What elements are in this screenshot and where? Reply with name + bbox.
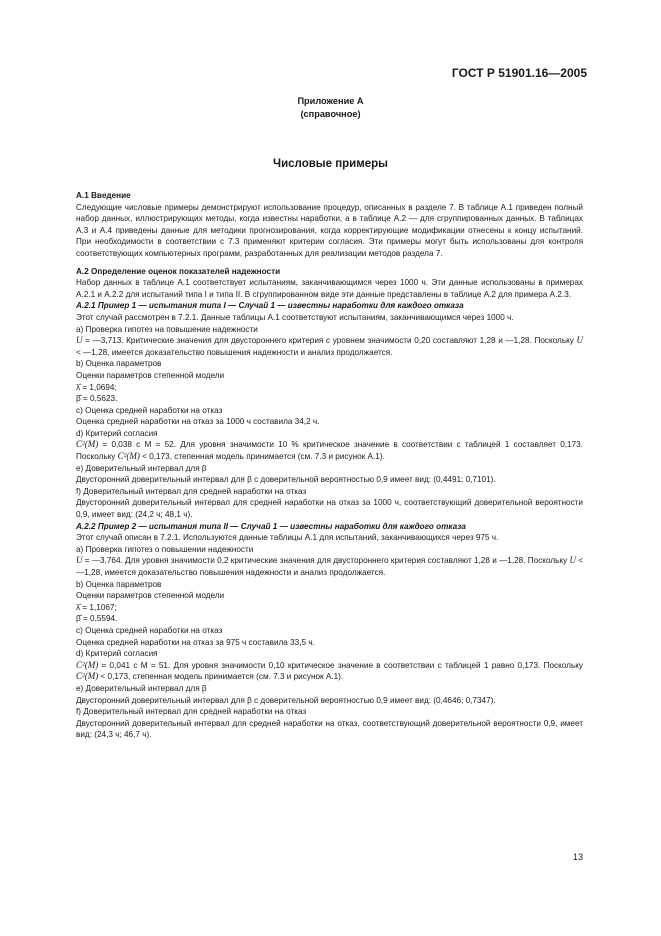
example1-u-symbol-2: U: [576, 335, 583, 346]
example1-c-title: с) Оценка средней наработки на отказ: [76, 405, 223, 415]
example2-b-sub: Оценки параметров степенной модели: [76, 591, 225, 601]
example1-u-line2a: —1,28. Поскольку: [505, 336, 577, 346]
example1-d-line1: = 0,038 с M = 52. Для уровня значимости 10 % критическое значение в соответствии с таблицей 1 составляет 0,173. Поскольку: [76, 440, 583, 462]
example1-c-text: Оценка средней наработки на отказ за 1000 ч составила 34,2 ч.: [76, 417, 320, 427]
example1-a-title: а) Проверка гипотез на повышение надежности: [76, 324, 258, 334]
section-a2-heading: А.2 Определение оценок показателей надежности: [76, 266, 281, 276]
section-a2-paragraph: [76, 277, 583, 300]
example1-f-text: Двусторонний доверительный интервал для средней наработки на отказ за 1000 ч, соответствующий доверительной вероятности 0,9, имеет вид: (24,2 ч; 48,1 ч).: [76, 498, 583, 520]
example2-d-line2: < 0,173, степенная модель принимается (см. 7.3 и рисунок А.1).: [98, 672, 344, 682]
example1-b-sub: Оценки параметров степенной модели: [76, 370, 225, 380]
example2-c-text: Оценка средней наработки на отказ за 975 ч составила 33,5 ч.: [76, 637, 315, 647]
section-a1-paragraph: [76, 202, 583, 260]
section-a2-text: Набор данных в таблице А.1 соответствует испытаниям, заканчивающимся через 1000 ч. Эти данные использованы в примерах А.2.1 и А.2.2 для испытаний типа I и типа II. В сгруппированном виде эти данные представлены в таблице А.2 для примера А.2.3.: [76, 278, 583, 299]
example2-u-symbol-2: U: [569, 555, 576, 566]
example1-u-paragraph: [76, 335, 583, 358]
example1-beta: β̂ = 0,5623.: [76, 394, 118, 404]
example1-b-title: b) Оценка параметров: [76, 359, 162, 369]
example2-a-title: а) Проверка гипотез о повышении надежности: [76, 544, 254, 554]
example2-heading: А.2.2 Пример 2 — испытания типа II — Случай 1 — известны наработки для каждого отказа: [76, 521, 466, 531]
example2-c-title: с) Оценка средней наработки на отказ: [76, 625, 223, 635]
example1-u-symbol: U: [76, 335, 83, 346]
example1-c2-symbol-2: C²(M): [117, 451, 140, 462]
example2-beta: β̂ = 0,5594.: [76, 614, 118, 624]
example2-u-paragraph: [76, 555, 583, 578]
appendix-subtitle: (справочное): [300, 109, 361, 119]
example2-lambda: λ̂ = 1,1067;: [76, 602, 117, 612]
example1-intro: Этот случай рассмотрен в 7.2.1. Данные таблицы А.1 соответствуют испытаниям, заканчивающимся через 1000 ч.: [76, 312, 514, 322]
example1-e-text: Двусторонний доверительный интервал для β с доверительной вероятностью 0,9 имеет вид: (0,4491; 0,7101).: [76, 475, 496, 485]
example1-d-paragraph: [76, 439, 583, 462]
example1-f-title: f) Доверительный интервал для средней наработки на отказ: [76, 486, 307, 496]
example2-u-symbol: U: [76, 555, 83, 566]
example2-d-paragraph: [76, 660, 583, 683]
example1-u-line1: = —3,713. Критические значения для двустороннего критерия с уровнем значимости 0,20 составляют 1,28 и: [82, 336, 503, 346]
appendix-heading: [0, 95, 661, 121]
example2-u-line1: = —3,764. Для уровня значимости 0,2 критические значения для двустороннего критерия составляют 1,28 и: [82, 556, 497, 566]
section-a1-heading: А.1 Введение: [76, 191, 131, 200]
standard-header: ГОСТ Р 51901.16—2005: [451, 66, 587, 80]
page-number: 13: [572, 852, 583, 862]
example2-u-line2a: —1,28. Поскольку: [499, 556, 570, 566]
example1-d-title: d) Критерий согласия: [76, 428, 158, 438]
example2-f-title: f) Доверительный интервал для средней наработки на отказ: [76, 707, 307, 717]
document-body: [76, 190, 583, 741]
example2-c2-symbol: C²(M): [76, 659, 99, 670]
appendix-title: Приложение А: [297, 96, 364, 106]
example2-f-text: Двусторонний доверительный интервал для средней наработки на отказ, соответствующий доверительной вероятности 0,9, имеет вид: (24,3 ч; 46,7 ч).: [76, 718, 583, 740]
main-title: Числовые примеры: [273, 158, 388, 170]
example2-b-title: b) Оценка параметров: [76, 579, 162, 589]
example2-u-line2b: < —1,28, имеется доказательство повышения надежности и анализ продолжается.: [76, 556, 583, 577]
example2-e-title: е) Доверительный интервал для β: [76, 683, 207, 693]
example1-e-title: е) Доверительный интервал для β: [76, 463, 207, 473]
example1-c2-symbol: C²(M): [76, 439, 99, 450]
example2-e-text: Двусторонний доверительный интервал для β с доверительной вероятностью 0,9 имеет вид: (0,4646; 0,7347).: [76, 695, 496, 705]
example2-d-title: d) Критерий согласия: [76, 649, 158, 659]
example2-d-line1: = 0,041 с M = 51. Для уровня значимости 0,10 критическое значение в соответствии с таблицей 1 равно 0,173. Поскольку: [98, 660, 583, 670]
example2-c2-symbol-2: C²(M): [76, 671, 99, 682]
section-a1-text: Следующие числовые примеры демонстрируют использование процедур, описанных в разделе 7. В таблице А.1 приведен полный набор данных, иллюстрирующих методы, когда известны наработки, а в таблице А.2 — для сгруппированных данных. В таблицах А.3 и А.4 приведены данные для методики прогнозирования, когда корректирующие модификации отнесены к концу испытаний. При необходимости в соответствии с 7.3 применяют критерии согласия. Эти примеры могут быть использованы для контроля соответствующих компьютерных программ, разработанных для реализации методов раздела 7.: [76, 202, 583, 258]
example1-heading: А.2.1 Пример 1 — испытания типа I — Случай 1 — известны наработки для каждого отказа: [76, 301, 464, 311]
example1-u-line2b: < —1,28, имеется доказательство повышения надежности и анализ продолжается.: [76, 347, 393, 357]
example1-lambda: λ̂ = 1,0694;: [76, 382, 117, 392]
example2-intro: Этот случай описан в 7.2.1. Используются данные таблицы А.1 для испытаний, заканчивающихся через 975 ч.: [76, 533, 499, 543]
example1-d-line2: < 0,173, степенная модель принимается (см. 7.3 и рисунок А.1).: [139, 452, 385, 462]
